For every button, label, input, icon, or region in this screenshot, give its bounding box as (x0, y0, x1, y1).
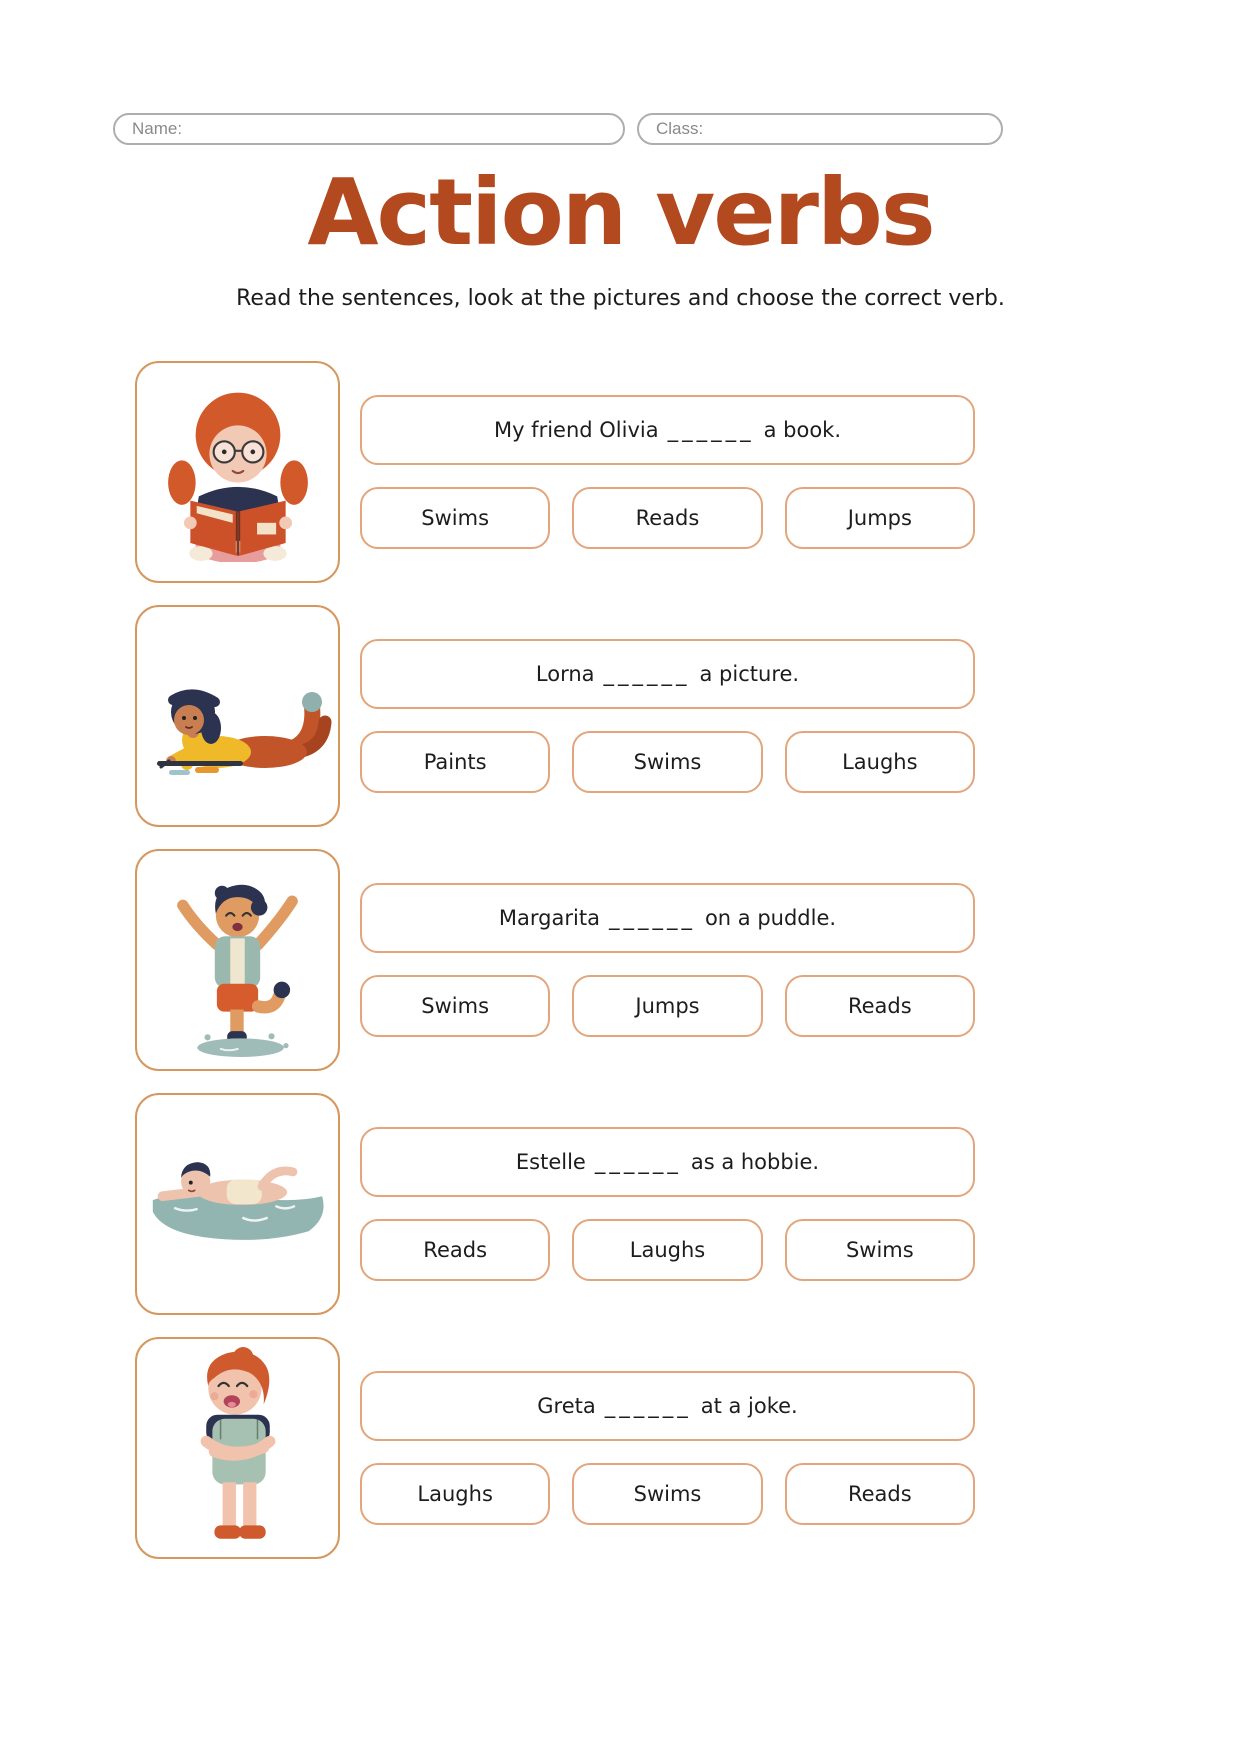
option-button[interactable]: Jumps (785, 487, 975, 549)
options-row-2 (360, 731, 975, 793)
option-button[interactable]: Swims (360, 487, 550, 549)
picture-card-girl-reading (135, 361, 340, 583)
option-button[interactable]: Swims (785, 1219, 975, 1281)
sentence-blank: ______ (603, 661, 691, 686)
exercise-row-5 (135, 1337, 975, 1559)
exercise-content-4 (360, 1093, 975, 1315)
sentence-blank: ______ (608, 905, 696, 930)
sentence-after: at a joke. (700, 1393, 798, 1418)
boy-jumping-on-puddle-illustration (160, 862, 315, 1058)
option-button[interactable]: Paints (360, 731, 550, 793)
exercise-row-4 (135, 1093, 975, 1315)
sentence-box-1 (360, 395, 975, 465)
option-button[interactable]: Laughs (572, 1219, 762, 1281)
options-row-4 (360, 1219, 975, 1281)
boy-laughing-illustration (168, 1345, 308, 1550)
person-swimming-illustration (145, 1146, 330, 1261)
picture-card-swimmer (135, 1093, 340, 1315)
option-button[interactable]: Reads (360, 1219, 550, 1281)
option-button[interactable]: Reads (785, 975, 975, 1037)
sentence-after: on a puddle. (704, 905, 837, 930)
sentence-blank: ______ (594, 1149, 682, 1174)
options-row-1 (360, 487, 975, 549)
option-button[interactable]: Swims (360, 975, 550, 1037)
class-field-label: Class: (656, 119, 704, 138)
page-title: Action verbs (307, 159, 934, 266)
header-fields (0, 0, 1241, 145)
option-button[interactable]: Laughs (360, 1463, 550, 1525)
sentence-before: Lorna (535, 661, 595, 686)
sentence-box-3 (360, 883, 975, 953)
class-field[interactable] (637, 113, 1003, 145)
options-row-5 (360, 1463, 975, 1525)
sentence-before: Estelle (515, 1149, 586, 1174)
option-button[interactable]: Swims (572, 1463, 762, 1525)
sentence-after: a picture. (699, 661, 800, 686)
sentence-box-5 (360, 1371, 975, 1441)
sentence-before: My friend Olivia (493, 417, 659, 442)
instructions-text: Read the sentences, look at the pictures and choose the correct verb. (236, 285, 1005, 311)
girl-drawing-picture-illustration (143, 648, 333, 783)
sentence-blank: ______ (604, 1393, 692, 1418)
exercise-row-3 (135, 849, 975, 1071)
sentence-after: a book. (763, 417, 842, 442)
exercise-content-1 (360, 361, 975, 583)
options-row-3 (360, 975, 975, 1037)
exercise-content-5 (360, 1337, 975, 1559)
sentence-before: Margarita (498, 905, 600, 930)
name-field-label: Name: (132, 119, 183, 138)
exercise-content-3 (360, 849, 975, 1071)
girl-reading-book-illustration (158, 382, 318, 562)
exercise-content-2 (360, 605, 975, 827)
sentence-after: as a hobbie. (690, 1149, 820, 1174)
option-button[interactable]: Reads (785, 1463, 975, 1525)
exercise-row-1 (135, 361, 975, 583)
sentence-blank: ______ (667, 417, 755, 442)
option-button[interactable]: Reads (572, 487, 762, 549)
sentence-box-4 (360, 1127, 975, 1197)
picture-card-boy-jumping (135, 849, 340, 1071)
option-button[interactable]: Jumps (572, 975, 762, 1037)
sentence-before: Greta (537, 1393, 596, 1418)
option-button[interactable]: Swims (572, 731, 762, 793)
exercise-list (135, 361, 975, 1559)
picture-card-boy-laughing (135, 1337, 340, 1559)
name-field[interactable] (113, 113, 625, 145)
option-button[interactable]: Laughs (785, 731, 975, 793)
picture-card-girl-drawing (135, 605, 340, 827)
sentence-box-2 (360, 639, 975, 709)
exercise-row-2 (135, 605, 975, 827)
